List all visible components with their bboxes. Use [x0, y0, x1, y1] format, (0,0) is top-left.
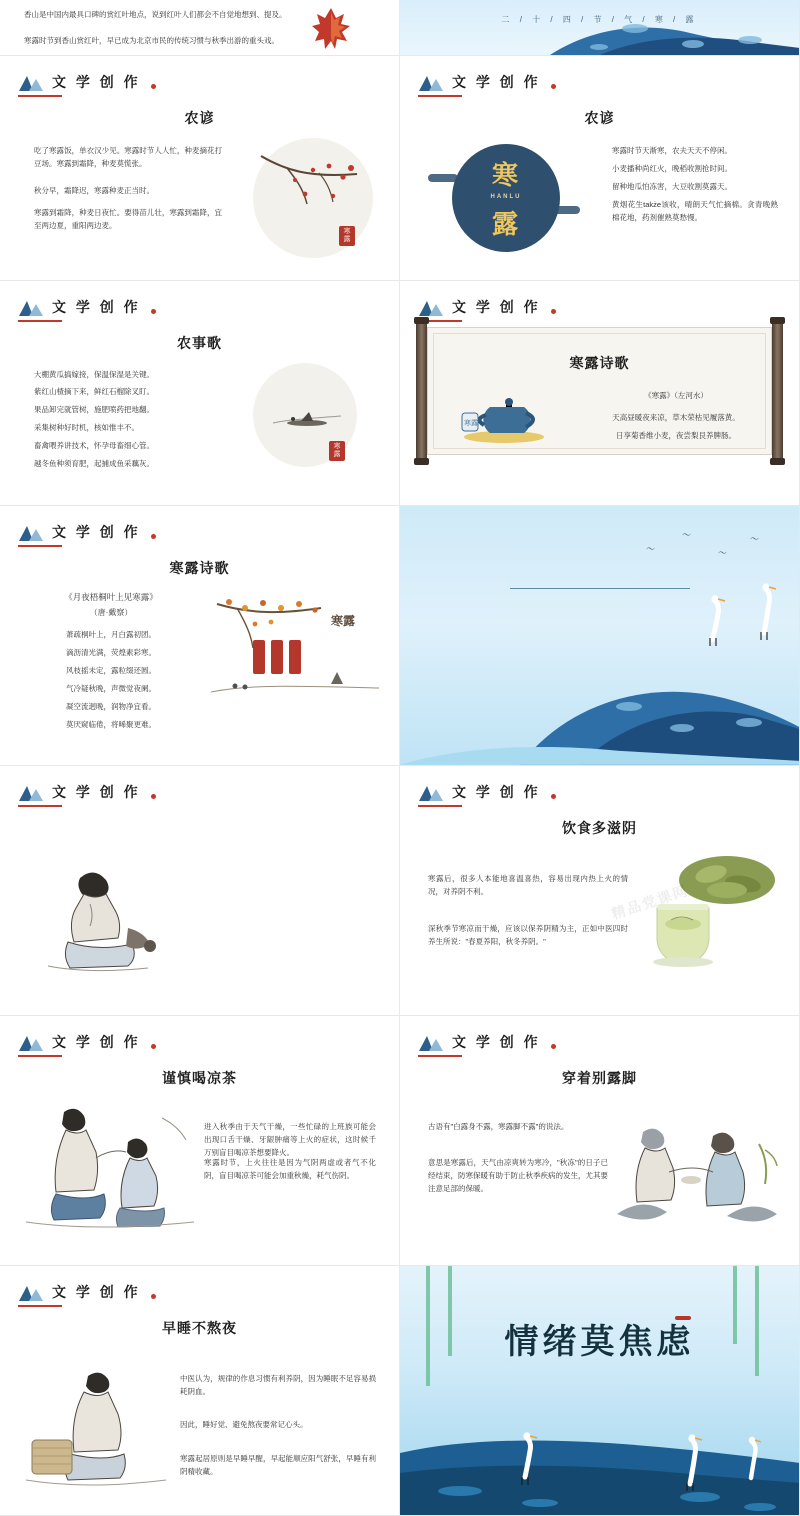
scroll-rod-left	[416, 321, 427, 461]
svg-text:寒露: 寒露	[464, 420, 478, 427]
poem-line: 滴沥清光满，荧煌素彩寒。	[66, 648, 156, 657]
header-title: 文 学 创 作	[52, 1034, 141, 1050]
slide-nongyan-2	[400, 56, 800, 281]
header-dot	[551, 84, 556, 89]
paragraph: 采集树种好时机，核如惟丰不。	[34, 423, 139, 432]
header-dot	[551, 309, 556, 314]
watermark: 精品党课网	[609, 882, 691, 922]
egret-icon	[512, 1429, 542, 1487]
header-title: 文 学 创 作	[452, 299, 541, 315]
slide-header	[418, 72, 556, 92]
header-title: 文 学 创 作	[52, 524, 141, 540]
header-title: 文 学 创 作	[52, 299, 141, 315]
scroll-cap	[770, 317, 785, 324]
poem-title: 《寒露》（左河水）	[644, 391, 708, 400]
water-dot	[670, 724, 694, 732]
header-dot	[151, 1044, 156, 1049]
seal-char-2: 露	[491, 209, 520, 239]
paragraph: 意思是寒露后，天气由凉爽转为寒冷，"秋冻"的日子已经结束，防寒保暖有助于防止秋季疾病的发生，尤其要注意足部的保暖。	[428, 1158, 608, 1194]
water-dot	[682, 40, 704, 48]
mountain-icon	[418, 1032, 444, 1052]
ink-elderly-couple-icon	[609, 1110, 785, 1230]
bamboo-decor	[755, 1266, 759, 1376]
mountain-icon	[418, 297, 444, 317]
mountain-icon	[18, 72, 44, 92]
header-rule	[18, 320, 62, 322]
poem-line: 莫厌窥临倦，将晞聚更难。	[66, 720, 156, 729]
seal-char-1: 寒	[491, 160, 520, 190]
slide-header	[418, 782, 556, 802]
ink-old-man-icon	[28, 858, 168, 978]
bird-icon: 〜	[718, 548, 728, 558]
mountain-icon	[18, 522, 44, 542]
slide-yinshi	[0, 766, 400, 1016]
bird-icon: 〜	[646, 544, 656, 554]
paragraph: 寒露时节天渐寒，农夫天天不停闲。	[612, 146, 732, 155]
slide-header	[18, 297, 156, 317]
page-title: 谨慎喝凉茶	[162, 1070, 237, 1086]
part-cover-text	[510, 578, 690, 595]
header-title: 文 学 创 作	[452, 74, 541, 90]
header-rule	[418, 805, 462, 807]
paragraph: 大棚黄瓜搞嫁接，保温保湿是关键。	[34, 370, 154, 379]
paragraph: 秋分早，霜降迟，寒露种麦正当时。	[34, 186, 154, 195]
slide-header	[418, 1032, 556, 1052]
egret-icon	[677, 1431, 707, 1493]
paragraph: 紫红山楂摘下来，鲜红石榴除叉盯。	[34, 387, 154, 396]
slide-part-06	[400, 506, 800, 766]
paragraph: 吃了寒露饭，单衣汉少见。寒露时节人人忙，种麦摘花打豆场。寒露到霜降，种麦莫慌张。	[34, 146, 222, 169]
intro-paragraph-2: 寒露时节到香山赏红叶，早已成为北京市民的传统习惯与秋季出游的重头戏。	[24, 36, 279, 45]
paragraph: 寒露时节，上火往往是因为气阴两虚或者气不化阴，盲目喝凉茶可能会加重秋燥，耗气伤阴。	[204, 1158, 376, 1181]
slide-chuanzhuo	[0, 1016, 400, 1266]
poem-line: 凝空流迥晚，润物净宜看。	[66, 702, 156, 711]
paragraph: 留种地瓜怕冻害，大豆收割莫露天。	[612, 182, 732, 191]
header-rule	[18, 1305, 62, 1307]
slide-nongshige	[0, 281, 400, 506]
page-title: 寒露诗歌	[169, 560, 230, 576]
hill-illustration	[400, 635, 799, 765]
bird-icon: 〜	[682, 530, 692, 540]
poem-line: 萧疏桐叶上，月白露初团。	[66, 630, 156, 639]
page-title: 寒露诗歌	[569, 355, 630, 371]
tea-photo-icon	[631, 850, 781, 970]
egret-icon	[752, 580, 780, 642]
poem-line: 日享菊香维小麦，夜尝梨艮养脾肠。	[616, 431, 736, 440]
slide-shige-scroll	[400, 281, 800, 506]
header-rule	[18, 545, 62, 547]
scroll-cap	[414, 458, 429, 465]
header-title: 文 学 创 作	[52, 784, 141, 800]
slide-header	[18, 782, 156, 802]
mountain-icon	[18, 782, 44, 802]
header-dot	[151, 534, 156, 539]
seal-stamp: 寒露	[339, 226, 355, 246]
seal-pinyin: HANLU	[490, 194, 522, 200]
paragraph: 因此，睡好觉、避免熬夜要常记心头。	[180, 1420, 308, 1429]
bamboo-decor	[733, 1266, 737, 1344]
paragraph: 深秋季节寒凉而干燥，应该以保养阴精为主，正如中医四时养生所说："春夏养阳，秋冬养阴。"	[428, 924, 628, 947]
header-title: 文 学 创 作	[452, 1034, 541, 1050]
header-dot	[551, 1044, 556, 1049]
slide-final-cover	[400, 1266, 800, 1516]
seal-stamp: 寒露	[329, 441, 345, 461]
header-dot	[151, 309, 156, 314]
maple-leaf-icon	[311, 6, 351, 50]
paragraph: 黄烟花生także该收，晴朗天气忙摘棉。贪青晚熟棉花地，药剂催熟莫愁慢。	[612, 200, 778, 223]
header-dot	[551, 794, 556, 799]
poem-line: 气冷疑秋晚，声微觉夜阑。	[66, 684, 156, 693]
slide-header	[418, 297, 556, 317]
paragraph: 寒露后，很多人本能地喜温喜热，容易出现内热上火的情况，对养阴不利。	[428, 874, 628, 897]
water-dot	[622, 24, 648, 33]
header-rule	[418, 95, 462, 97]
plum-branch-icon	[257, 144, 365, 230]
header-rule	[418, 1055, 462, 1057]
poem-title: 《月夜梧桐叶上见寒露》	[64, 592, 158, 602]
header-rule	[18, 95, 62, 97]
slide-nongyan-1	[0, 56, 400, 281]
cloud-decor	[550, 206, 580, 214]
autumn-tree-icon	[211, 588, 381, 718]
header-dot	[151, 84, 156, 89]
slide-zaoshui	[400, 1016, 800, 1266]
scroll-cap	[414, 317, 429, 324]
paragraph: 小麦播种尚红火，晚稻收割抢时间。	[612, 164, 732, 173]
paragraph: 越冬鱼种须育肥，起捕成鱼采藕灰。	[34, 459, 154, 468]
mountain-icon	[418, 782, 444, 802]
scroll-rod-right	[772, 321, 783, 461]
mountain-icon	[18, 297, 44, 317]
paragraph: 中医认为，规律的作息习惯有利养阴，因为睡眠不足容易损耗阴血。	[180, 1374, 376, 1397]
cloud-decor	[428, 174, 458, 182]
egret-icon	[700, 592, 730, 648]
final-seal	[675, 1316, 691, 1320]
bamboo-decor	[426, 1266, 430, 1386]
page-title: 农谚	[184, 110, 215, 126]
ink-boat-icon	[263, 399, 347, 433]
water-dot	[736, 718, 762, 727]
poem-author: （唐·戴察）	[89, 608, 133, 617]
slide-qingxu	[0, 1266, 400, 1516]
slide-header	[18, 72, 156, 92]
header-title: 文 学 创 作	[52, 74, 141, 90]
slide-header	[18, 1032, 156, 1052]
part-cover-subtitle: 二 / 十 / 四 / 节 / 气 / 寒 / 露	[501, 15, 698, 24]
page-title: 穿着别露脚	[562, 1070, 637, 1086]
page-title: 饮食多滋阴	[562, 820, 637, 836]
slide-header	[18, 1282, 156, 1302]
slide-liangcha	[400, 766, 800, 1016]
paragraph: 畜禽喂养讲技术，怀孕母畜细心管。	[34, 441, 154, 450]
teapot-icon	[456, 383, 552, 445]
intro-paragraph-1: 香山是中国内最具口碑的赏红叶地点，说到红叶人们都会不自觉地想到、提及。	[24, 10, 287, 19]
tree-label: 寒露	[330, 614, 355, 628]
paragraph: 寒露起居原则是早睡早醒，早起能顺应阳气舒张，早睡有利阴精收藏。	[180, 1454, 376, 1477]
divider	[510, 588, 690, 589]
water-dot	[616, 702, 642, 711]
poem-line: 风枝摇未定，露粒缀还圆。	[66, 666, 156, 675]
hanlu-round-seal	[452, 144, 560, 252]
paragraph: 寒露到霜降，种麦日夜忙。要得苗儿壮，寒露到霜降，宜至两边夏，重阳两边麦。	[34, 208, 222, 231]
water-dot	[590, 44, 608, 50]
header-dot	[151, 1294, 156, 1299]
slide-header	[18, 522, 156, 542]
mountain-icon	[18, 1282, 44, 1302]
final-title: 情绪莫焦虑	[504, 1323, 695, 1361]
poem-line: 天高昼暖夜来凉，草木荣枯见履落黄。	[612, 413, 740, 422]
water-dot	[738, 36, 762, 44]
egret-icon	[739, 1433, 765, 1485]
header-rule	[18, 805, 62, 807]
header-rule	[18, 1055, 62, 1057]
mountain-icon	[418, 72, 444, 92]
ink-basket-man-icon	[26, 1362, 166, 1492]
scroll-cap	[770, 458, 785, 465]
slide-intro-text	[0, 0, 400, 56]
ink-two-men-icon	[20, 1102, 200, 1232]
page-title: 农谚	[584, 110, 615, 126]
bamboo-decor	[448, 1266, 452, 1356]
bird-icon: 〜	[750, 534, 760, 544]
page-title: 农事歌	[177, 335, 222, 351]
paragraph: 果品卸完就管树，施肥喷药把地翻。	[34, 405, 154, 414]
header-title: 文 学 创 作	[452, 784, 541, 800]
paragraph: 古语有"白露身不露，寒露脚不露"的说法。	[428, 1122, 569, 1131]
paragraph: 进入秋季由于天气干燥，一些忙碌的上班族可能会出现口舌干燥、牙龈肿痛等上火的症状，这时候千万别盲目喝凉茶想要降火。	[204, 1122, 376, 1158]
slide-shige-poem	[0, 506, 400, 766]
slide-part-cover-top	[400, 0, 800, 56]
mountain-icon	[18, 1032, 44, 1052]
header-title: 文 学 创 作	[52, 1284, 141, 1300]
header-dot	[151, 794, 156, 799]
page-title: 早睡不熬夜	[162, 1320, 237, 1336]
